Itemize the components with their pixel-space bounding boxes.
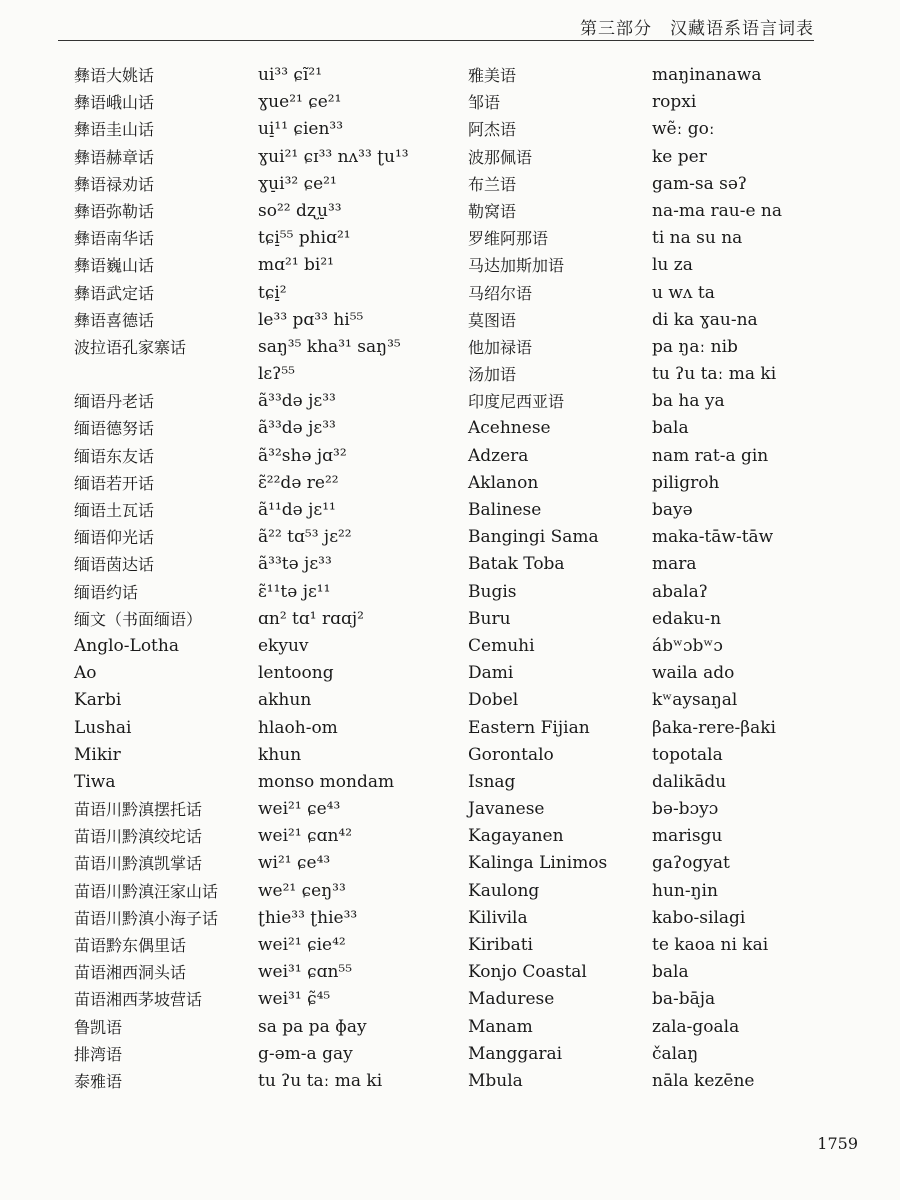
word-form: ã³²shə jɑ³² <box>258 445 347 466</box>
language-name: 彝语大姚话 <box>74 66 155 85</box>
word-form: so²² dʐu̠³³ <box>258 200 342 221</box>
word-form: lentoong <box>258 663 334 684</box>
language-name: Kiribati <box>468 935 533 955</box>
language-name: Batak Toba <box>468 554 565 575</box>
word-form: dalikādu <box>652 771 727 792</box>
word-form: kʷaysaŋal <box>652 690 738 711</box>
word-form: ã²² tɑ⁵³ jɛ²² <box>258 527 352 548</box>
language-name: 排湾语 <box>74 1044 123 1064</box>
language-name: 彝语圭山话 <box>74 120 155 140</box>
language-name: Eastern Fijian <box>468 717 590 738</box>
word-form: ti na su na <box>652 228 743 249</box>
word-form: lɛʔ⁵⁵ <box>258 364 295 385</box>
language-name: 马达加斯加语 <box>468 256 565 276</box>
language-name: Balinese <box>468 500 542 520</box>
language-name: Aklanon <box>468 472 539 493</box>
language-name: 莫图语 <box>468 310 517 330</box>
language-name: 邹语 <box>468 93 501 113</box>
word-form: maka-tāw-tāw <box>652 527 774 548</box>
word-form: bala <box>652 962 689 983</box>
word-form: wei²¹ ɕie⁴² <box>258 935 346 955</box>
language-name: 缅语东友话 <box>74 446 155 466</box>
language-name: 布兰语 <box>468 174 517 194</box>
word-form: monso mondam <box>258 771 395 792</box>
language-name: 彝语武定话 <box>74 283 155 303</box>
word-form: edaku-n <box>652 608 722 629</box>
language-name: 缅语土瓦话 <box>74 501 155 520</box>
language-name: Mikir <box>74 744 121 765</box>
word-form: na-ma rau-e na <box>652 200 782 221</box>
word-form: ɛ̃¹¹tə jɛ¹¹ <box>258 581 331 602</box>
word-form: saŋ³⁵ kha³¹ saŋ³⁵ <box>258 336 401 357</box>
word-form: ɛ̃²²də re²² <box>258 472 339 493</box>
language-name: 马绍尔语 <box>468 283 533 303</box>
word-form: čalaŋ <box>652 1043 699 1064</box>
language-name: Dami <box>468 663 514 684</box>
word-form: ba-bāja <box>652 989 716 1010</box>
language-name: 苗语湘西洞头话 <box>74 963 187 983</box>
word-form: sa pa pa ɸay <box>258 1016 367 1037</box>
word-form: wei²¹ ɕɑn⁴² <box>258 826 353 847</box>
word-form: tu ʔu taː ma ki <box>652 364 777 385</box>
word-form: ã¹¹də jɛ¹¹ <box>258 500 336 520</box>
language-name: 彝语赫章话 <box>74 147 155 167</box>
word-form: le³³ pɑ³³ hi⁵⁵ <box>258 309 364 330</box>
language-name: 缅语丹老话 <box>74 392 155 412</box>
language-name: 缅语若开话 <box>74 473 155 493</box>
language-name: 罗维阿那语 <box>468 229 549 249</box>
word-form: akhun <box>258 690 312 711</box>
language-name: 波拉语孔家寨话 <box>74 337 187 357</box>
form-column-left <box>258 62 458 1095</box>
language-column-right <box>468 62 648 1095</box>
word-form: gam-sa səʔ <box>652 173 748 194</box>
page-number: 1759 <box>817 1134 858 1153</box>
word-form: zala-goala <box>652 1016 740 1037</box>
word-form: pa ŋaː nib <box>652 336 738 357</box>
language-name: Isnag <box>468 771 516 792</box>
word-form: ɣue²¹ ɕe²¹ <box>258 92 342 113</box>
word-form: marisgu <box>652 826 723 847</box>
word-form: piligroh <box>652 472 720 493</box>
word-form: u wʌ ta <box>652 282 715 303</box>
language-name: Lushai <box>74 717 132 738</box>
language-name: 苗语川黔滇绞坨话 <box>74 827 203 847</box>
language-name: 缅文（书面缅语） <box>74 609 203 629</box>
language-name: 波那佩语 <box>468 147 533 167</box>
language-name: 缅语茵达话 <box>74 555 155 575</box>
word-form: ʈhie³³ ʈhie³³ <box>258 907 358 928</box>
language-name: Gorontalo <box>468 744 554 765</box>
language-name: 阿杰语 <box>468 120 517 140</box>
language-name: 彝语弥勒话 <box>74 201 155 221</box>
word-form: bə-bɔyɔ <box>652 799 719 820</box>
word-form: ropxi <box>652 92 697 113</box>
word-form: we²¹ ɕeŋ³³ <box>258 880 346 901</box>
word-form: βaka-rere-βaki <box>652 717 776 738</box>
language-name: Konjo Coastal <box>468 962 587 983</box>
word-form: mara <box>652 554 697 575</box>
language-name: Buru <box>468 608 511 629</box>
word-form: tɕi̠⁵⁵ phiɑ²¹ <box>258 228 351 249</box>
word-form: te kaoa ni kai <box>652 935 769 955</box>
word-form: nam rat-a gin <box>652 445 769 466</box>
language-name: 彝语禄劝话 <box>74 174 155 194</box>
language-name: 苗语川黔滇摆托话 <box>74 800 203 820</box>
language-name: Madurese <box>468 989 555 1010</box>
word-form: ɑn² tɑ¹ rɑɑj² <box>258 608 364 629</box>
header-rule <box>58 40 814 41</box>
language-name: Dobel <box>468 690 519 711</box>
language-name: 他加禄语 <box>468 337 533 357</box>
word-form: kabo-silagi <box>652 907 746 928</box>
word-form: di ka ɣau-na <box>652 309 758 330</box>
language-name: Mbula <box>468 1070 523 1091</box>
language-name: 缅语约话 <box>74 582 139 602</box>
language-name: Cemuhi <box>468 635 535 656</box>
word-form: ba ha ya <box>652 391 725 412</box>
word-form: hun-ŋin <box>652 880 718 901</box>
language-name: 彝语喜德话 <box>74 310 155 330</box>
word-form: abalaʔ <box>652 581 708 602</box>
language-name: 鲁凯语 <box>74 1017 123 1037</box>
language-name: 彝语巍山话 <box>74 256 155 276</box>
word-form: ui̠¹¹ ɕien³³ <box>258 119 344 140</box>
word-form: ɣu̠i³² ɕe²¹ <box>258 173 337 194</box>
language-name: 缅语德努话 <box>74 419 155 439</box>
language-name: 泰雅语 <box>74 1071 123 1091</box>
language-name: Bangingi Sama <box>468 527 599 548</box>
word-form: mɑ²¹ bi²¹ <box>258 255 334 276</box>
word-form: wẽː goː <box>652 119 715 140</box>
language-name: Manam <box>468 1016 533 1037</box>
language-name: 印度尼西亚语 <box>468 392 565 412</box>
word-form: wei³¹ ɕ̃⁴⁵ <box>258 989 331 1010</box>
language-name: Acehnese <box>468 418 551 439</box>
language-name: 汤加语 <box>468 365 517 385</box>
language-name: Karbi <box>74 690 122 711</box>
language-name: Javanese <box>468 799 545 820</box>
word-form: ekyuv <box>258 635 309 656</box>
language-name: 苗语川黔滇凯掌话 <box>74 854 203 874</box>
word-form: ke per <box>652 146 707 167</box>
language-name: 苗语川黔滇小海子话 <box>74 908 219 928</box>
word-form: gaʔogyat <box>652 853 730 874</box>
language-name: Adzera <box>468 445 529 466</box>
word-form: hlaoh-om <box>258 717 338 738</box>
language-name: 彝语峨山话 <box>74 93 155 113</box>
word-form: ã³³də jɛ³³ <box>258 418 336 439</box>
form-column-right <box>652 62 852 1095</box>
language-name: Tiwa <box>74 771 116 792</box>
language-name: 缅语仰光话 <box>74 528 155 548</box>
word-form: lu za <box>652 255 693 276</box>
word-form: ã³³tə jɛ³³ <box>258 554 332 575</box>
language-name: Kalinga Linimos <box>468 853 608 874</box>
running-header: 第三部分 汉藏语系语言词表 <box>580 19 814 39</box>
word-form: g-əm-a gay <box>258 1043 353 1064</box>
language-name: Kilivila <box>468 907 528 928</box>
word-form: ábʷɔbʷɔ <box>652 635 723 656</box>
word-form: ui³³ ɕĩ²¹ <box>258 65 323 85</box>
word-form: khun <box>258 744 302 765</box>
word-form: tɕi̠² <box>258 282 287 303</box>
language-name: 苗语黔东偶里话 <box>74 936 187 955</box>
word-form: nāla kezēne <box>652 1070 755 1091</box>
word-form: bayə <box>652 500 693 520</box>
word-form: wei³¹ ɕɑn⁵⁵ <box>258 962 353 983</box>
language-name: Anglo-Lotha <box>74 635 179 656</box>
word-form: bala <box>652 418 689 439</box>
language-name: Bugis <box>468 581 517 602</box>
word-form: ã³³də jɛ³³ <box>258 391 336 412</box>
language-name: Kaulong <box>468 880 540 901</box>
language-name: 雅美语 <box>468 66 517 85</box>
word-form: wei²¹ ɕe⁴³ <box>258 799 341 820</box>
word-form: tu ʔu taː ma ki <box>258 1070 383 1091</box>
language-name: Ao <box>74 663 97 684</box>
word-form: waila ado <box>652 663 735 684</box>
language-name: 苗语湘西茅坡营话 <box>74 990 203 1010</box>
language-name: 苗语川黔滇汪家山话 <box>74 881 219 901</box>
language-name: 勒窝语 <box>468 201 517 221</box>
word-form: topotala <box>652 744 723 765</box>
language-name: Kagayanen <box>468 826 564 847</box>
word-form: ɣui²¹ ɕɪ³³ nʌ³³ ʈu¹³ <box>258 146 409 167</box>
word-form: maŋinanawa <box>652 65 762 85</box>
language-name: 彝语南华话 <box>74 229 155 249</box>
word-form: wi²¹ ɕe⁴³ <box>258 853 331 874</box>
language-name <box>74 361 254 388</box>
language-name: Manggarai <box>468 1043 563 1064</box>
language-column-left <box>74 62 254 1095</box>
